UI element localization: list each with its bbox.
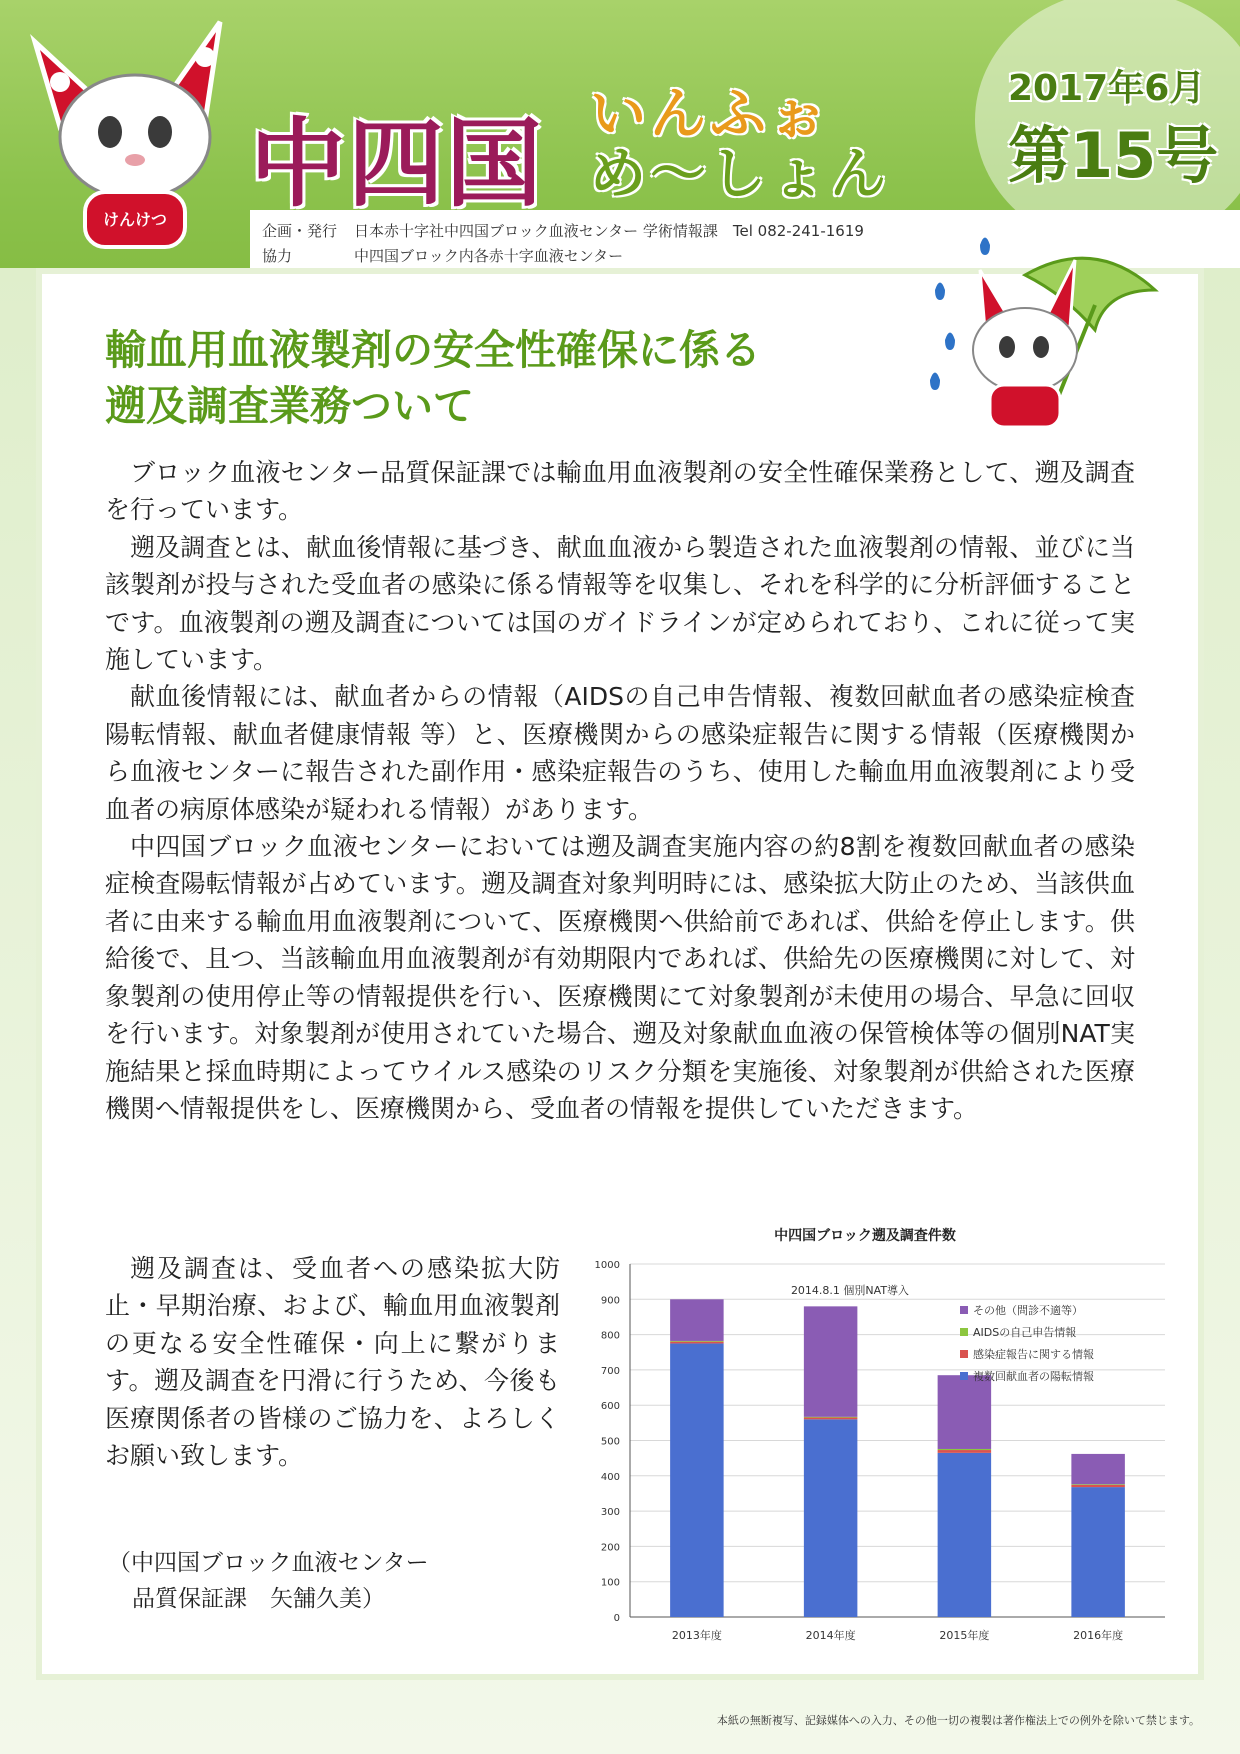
- article-title-line2: 遡及調査業務ついて: [105, 382, 474, 430]
- legend-swatch: [960, 1328, 968, 1336]
- paragraph: 献血後情報には、献血者からの情報（AIDSの自己申告情報、複数回献血者の感染症検査陽転情報、献血者健康情報 等）と、医療機関からの感染症報告に関する情報（医療機関から血液センターに報告された副作用・感染症報告のうち、使用した輸血用血液製剤により受血者の病原体感染が疑われる情報）があります。: [105, 682, 1135, 824]
- publisher-key: 企画・発行: [262, 222, 338, 240]
- y-tick-label: 800: [600, 1330, 620, 1342]
- mascot-kenketsu-icon: [20, 12, 250, 262]
- paragraph: 遡及調査とは、献血後情報に基づき、献血血液から製造された血液製剤の情報、並びに当該製剤が投与された受血者の感染に係る情報等を収集し、それを科学的に分析評価することです。血液製剤の遡及調査については国のガイドラインが定められており、これに従って実施しています。: [105, 532, 1135, 675]
- bar-segment: [804, 1417, 858, 1418]
- bar-segment: [670, 1299, 724, 1341]
- bar-segment: [804, 1419, 858, 1617]
- y-tick-label: 500: [600, 1436, 620, 1448]
- legend-swatch: [960, 1372, 968, 1380]
- bar-segment: [670, 1341, 724, 1342]
- cooperation-value: 中四国ブロック内各赤十字血液センター: [354, 247, 624, 265]
- article-title: [105, 322, 935, 434]
- x-tick-label: 2015年度: [939, 1629, 990, 1642]
- closing-paragraph: 遡及調査は、受血者への感染拡大防止・早期治療、および、輸血用血液製剤の更なる安全性確保・向上に繋がります。遡及調査を円滑に行うため、今後も医療関係者の皆様のご協力を、よろしくお願い致します。: [105, 1254, 560, 1471]
- legend-swatch: [960, 1306, 968, 1314]
- author-credit: [108, 1545, 558, 1617]
- bar-segment: [670, 1342, 724, 1344]
- bar-segment: [804, 1306, 858, 1416]
- cooperation-row: [262, 245, 623, 266]
- article-title-line1: 輸血用血液製剤の安全性確保に係る: [105, 326, 761, 374]
- x-tick-label: 2016年度: [1073, 1629, 1124, 1642]
- chart-title: 中四国ブロック遡及調査件数: [774, 1228, 956, 1244]
- x-tick-label: 2014年度: [805, 1629, 856, 1642]
- bar-segment: [1071, 1454, 1125, 1484]
- bar-segment: [938, 1453, 992, 1617]
- author-line2: 品質保証課 矢舗久美）: [132, 1586, 385, 1612]
- y-tick-label: 600: [600, 1401, 620, 1413]
- logo-kanji: 中四国: [250, 108, 544, 220]
- y-tick-label: 100: [600, 1577, 620, 1589]
- bar-segment: [1071, 1487, 1125, 1617]
- bar-segment: [1071, 1485, 1125, 1487]
- paragraph: 中四国ブロック血液センターにおいては遡及調査実施内容の約8割を複数回献血者の感染症検査陽転情報が占めています。遡及調査対象判明時には、感染拡大防止のため、当該供血者に由来する輸血用血液製剤について、医療機関へ供給前であれば、供給を停止します。供給後で、且つ、当該輸血用血液製剤が有効期限内であれば、供給先の医療機関に対して、対象製剤の使用停止等の情報提供を行い、医療機関にて対象製剤が未使用の場合、早急に回収を行います。対象製剤が使用されていた場合、遡及対象献血血液の保管検体等の個別NAT実施結果と採血時期によってウイルス感染のリスク分類を実施後、対象製剤が供給された医療機関へ情報提供をし、医療機関から、受血者の情報を提供していただきます。: [105, 832, 1135, 1123]
- copyright-note: 本紙の無断複写、記録媒体への入力、その他一切の複製は著作権法上での例外を除いて禁じます。: [716, 1714, 1200, 1727]
- issue-date: 2017年6月: [1008, 68, 1206, 109]
- bar-segment: [938, 1375, 992, 1449]
- y-tick-label: 0: [613, 1613, 620, 1624]
- bar-segment: [670, 1343, 724, 1617]
- y-tick-label: 200: [600, 1542, 620, 1554]
- paragraph: ブロック血液センター品質保証課では輸血用血液製剤の安全性確保業務として、遡及調査を行っています。: [105, 458, 1135, 525]
- bar-segment: [938, 1449, 992, 1450]
- y-tick-label: 400: [600, 1471, 620, 1483]
- legend-entry: AIDSの自己申告情報: [973, 1326, 1077, 1339]
- logo-kana-line1: いんふぉ: [590, 82, 830, 147]
- cooperation-key: 協力: [262, 247, 293, 265]
- y-tick-label: 1000: [594, 1260, 620, 1271]
- logo-kana-line2: め〜しょん: [590, 142, 890, 207]
- legend-swatch: [960, 1350, 968, 1358]
- issue-number: 第15号: [1008, 119, 1219, 192]
- bar-segment: [804, 1418, 858, 1420]
- legend-entry: 感染症報告に関する情報: [973, 1348, 1094, 1361]
- legend-entry: 複数回献血者の陽転情報: [973, 1370, 1094, 1383]
- retrospective-investigation-chart: [575, 1222, 1175, 1652]
- y-tick-label: 700: [600, 1365, 620, 1377]
- y-tick-label: 900: [600, 1295, 620, 1307]
- chart-annotation: 2014.8.1 個別NAT導入: [790, 1284, 910, 1297]
- publisher-value: 日本赤十字社中四国ブロック血液センター 学術情報課 Tel 082-241-1619: [354, 222, 864, 240]
- y-tick-label: 300: [600, 1507, 620, 1519]
- author-line1: （中四国ブロック血液センター: [108, 1550, 429, 1576]
- bar-segment: [1071, 1484, 1125, 1485]
- article-body: [105, 454, 1135, 1127]
- mascot-umbrella-icon: [905, 235, 1160, 450]
- legend-entry: その他（問診不適等）: [973, 1304, 1083, 1317]
- bar-segment: [938, 1450, 992, 1453]
- x-tick-label: 2013年度: [671, 1629, 722, 1642]
- publisher-row: [262, 220, 864, 241]
- mascot-badge-text: けんけつ: [102, 210, 168, 229]
